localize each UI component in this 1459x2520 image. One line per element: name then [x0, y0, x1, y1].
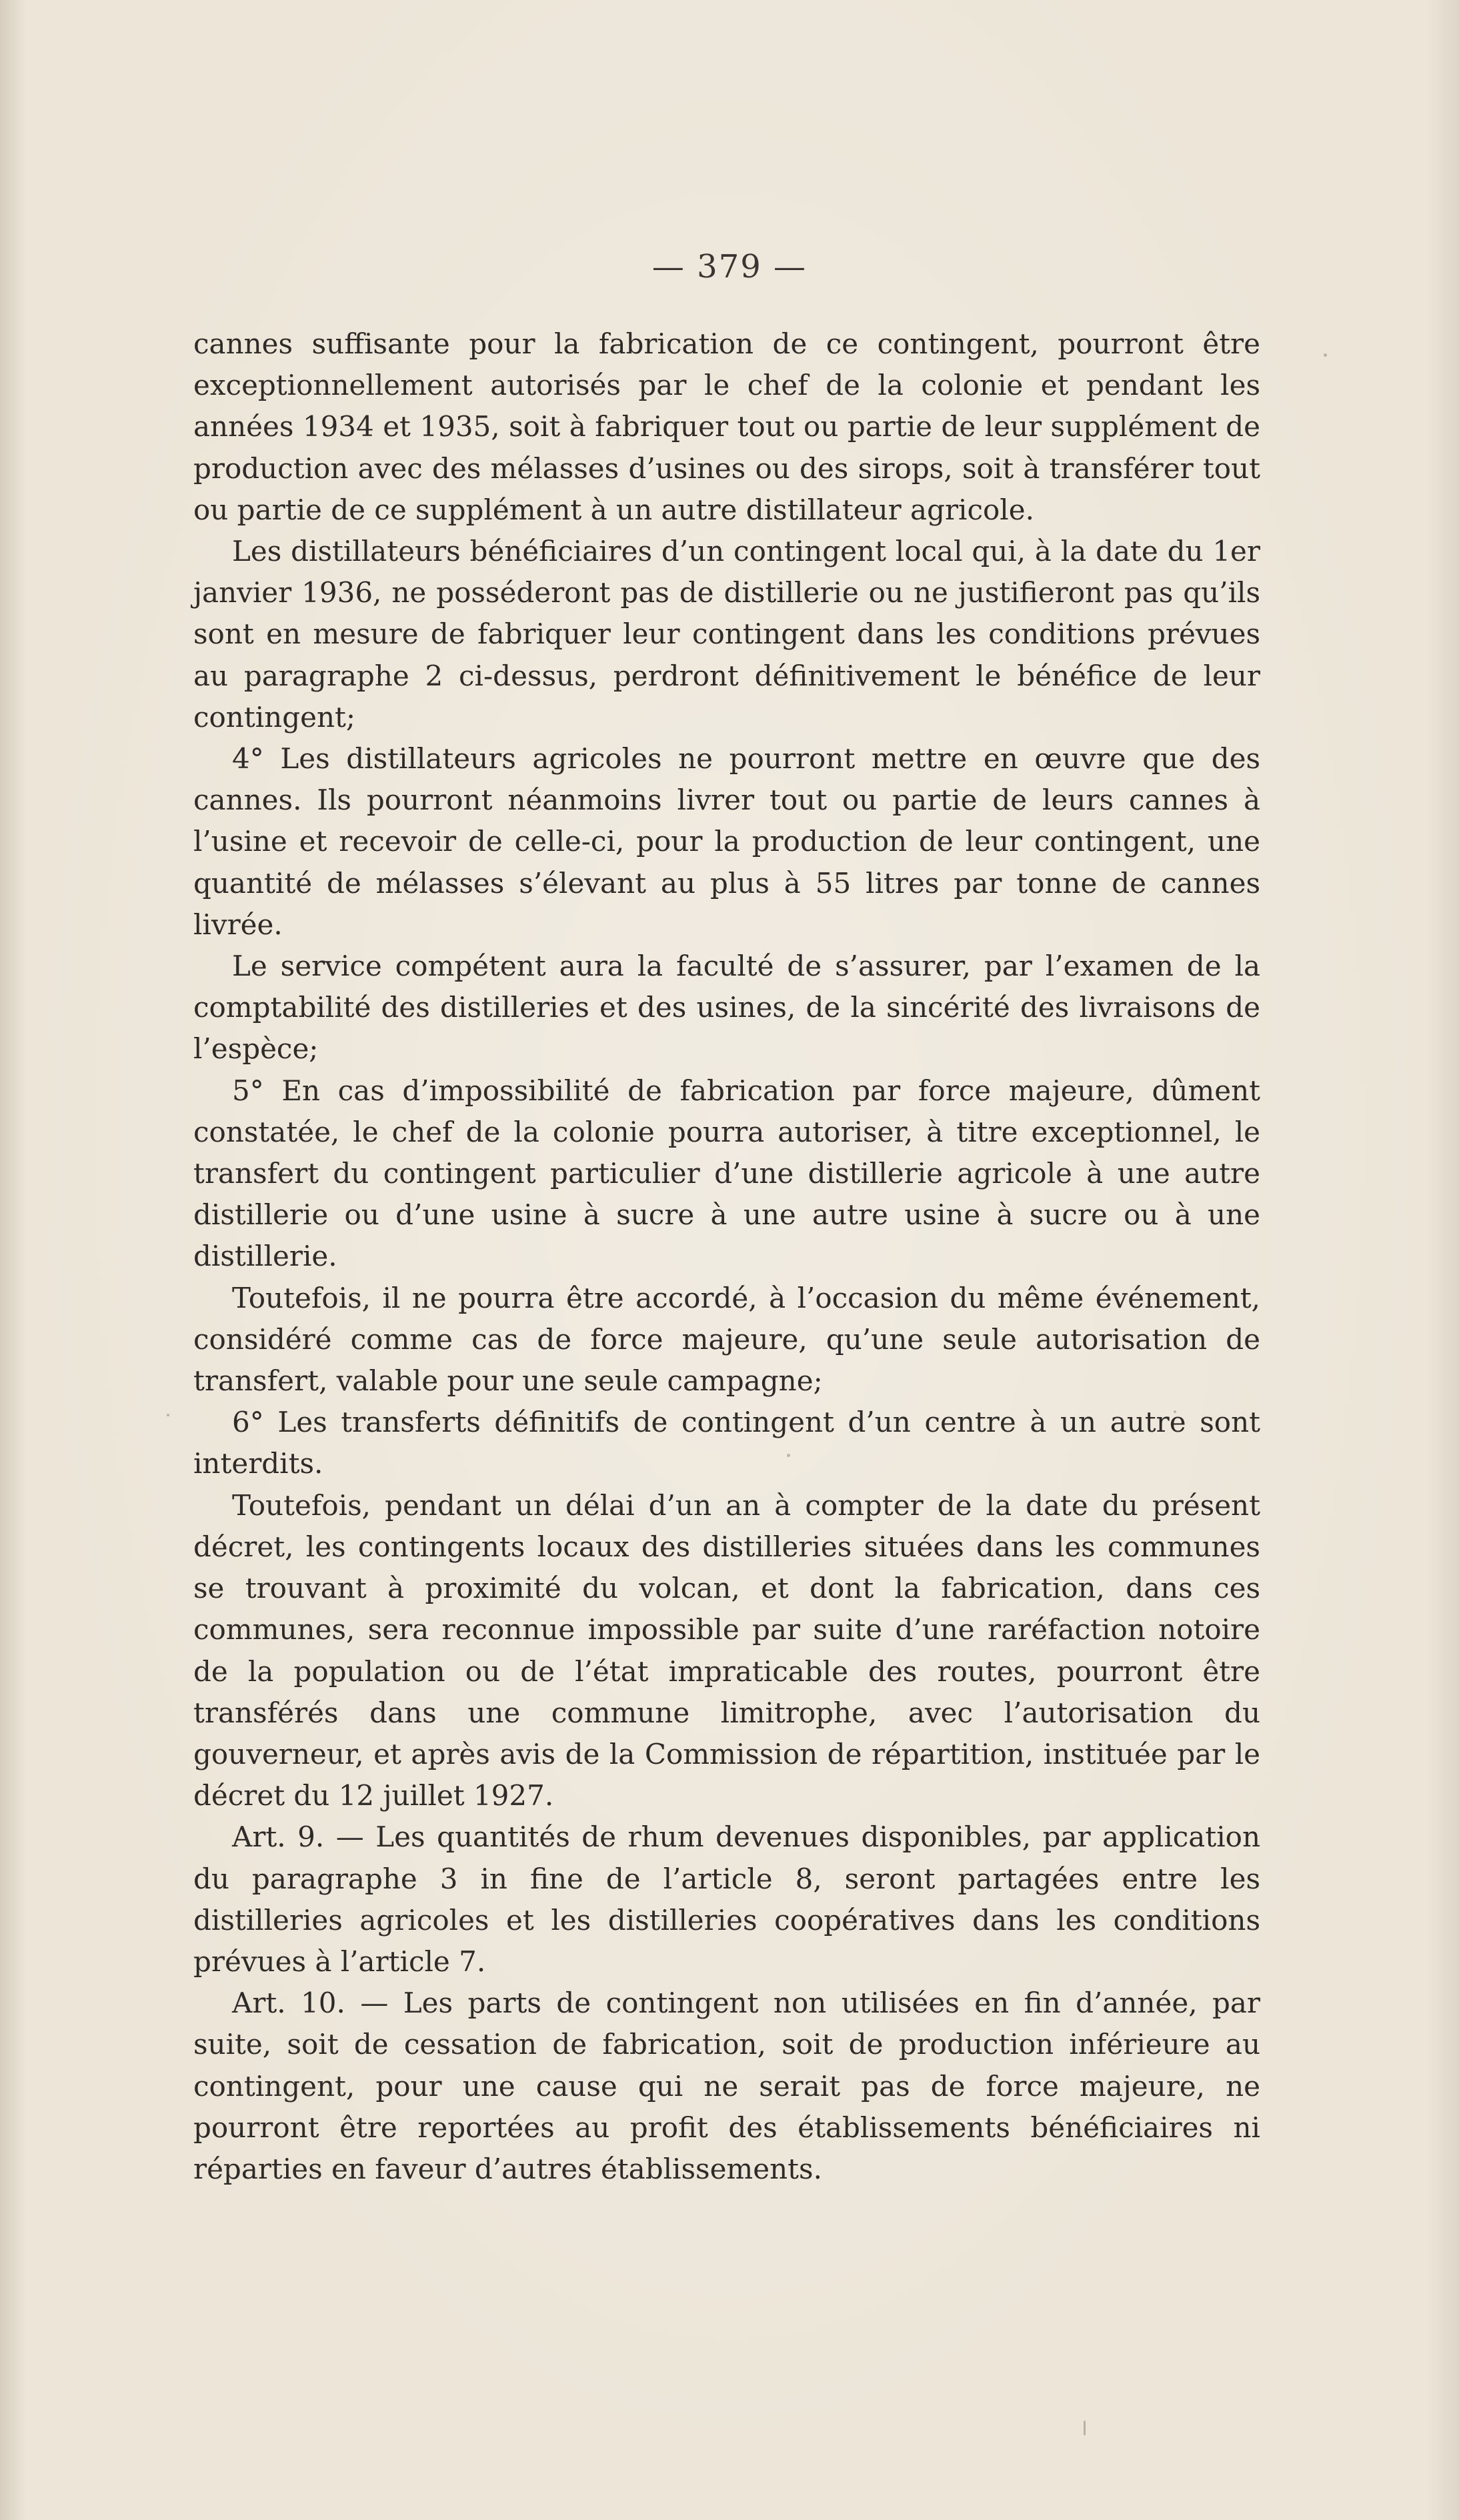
page-number: — 379 — [651, 248, 808, 285]
paragraph: 6° Les transferts définitifs de contingent d’un centre à un autre sont interdits. [193, 1406, 1260, 1480]
paragraph: 4° Les distillateurs agricoles ne pourront mettre en œuvre que des cannes. Ils pourront néanmoins livrer tout ou partie de leurs cannes à l’usine et recevoir de celle-ci, pour la production de leur contingent, une quantité de mélasses s’élevant au plus à 55 litres par tonne de cannes livrée. [193, 742, 1260, 941]
paper-speck [1174, 1410, 1176, 1413]
paper-speck [1084, 2421, 1086, 2435]
paragraph: Art. 10. — Les parts de contingent non utilisées en fin d’année, par suite, soit de cessation de fabrication, soit de production inférieure au contingent, pour une cause qui ne serait pas de force majeure, ne pourront être reportées au profit des établissements bénéficiaires ni réparties en faveur d’autres établissements. [193, 1987, 1260, 2185]
paragraph: Toutefois, il ne pourra être accordé, à l’occasion du même événement, considéré comme cas de force majeure, qu’une seule autorisation de transfert, valable pour une seule campagne; [193, 1281, 1260, 1398]
paper-speck [1324, 353, 1327, 357]
paper-speck [787, 1454, 790, 1457]
paragraph: 5° En cas d’impossibilité de fabrication par force majeure, dûment constatée, le chef de la colonie pourra autoriser, à titre exceptionnel, le transfert du contingent particulier d’une distillerie agricole à une autre distillerie ou d’une usine à sucre à une autre usine à sucre ou à une distillerie. [193, 1074, 1260, 1273]
paragraph: Art. 9. — Les quantités de rhum devenues disponibles, par application du paragraphe 3 in fine de l’article 8, seront partagées entre les distilleries agricoles et les distilleries coopératives dans les conditions prévues à l’article 7. [193, 1820, 1260, 1978]
paragraph: Le service compétent aura la faculté de s’assurer, par l’examen de la comptabilité des distilleries et des usines, de la sincérité des livraisons de l’espèce; [193, 950, 1260, 1066]
paragraph: Les distillateurs bénéficiaires d’un contingent local qui, à la date du 1er janvier 1936, ne posséderont pas de distillerie ou ne justifieront pas qu’ils sont en mesure de fabriquer leur contingent dans les conditions prévues au paragraphe 2 ci-dessus, perdront définitivement le bénéfice de leur contingent; [193, 535, 1260, 734]
paragraph: cannes suffisante pour la fabrication de ce contingent, pourront être exceptionnellement autorisés par le chef de la colonie et pendant les années 1934 et 1935, soit à fabriquer tout ou partie de leur supplément de production avec des mélasses d’usines ou des sirops, soit à transférer tout ou partie de ce supplément à un autre distillateur agricole. [193, 327, 1260, 526]
paper-speck [167, 1414, 169, 1416]
body-text [193, 323, 1260, 2190]
paragraph: Toutefois, pendant un délai d’un an à compter de la date du présent décret, les contingents locaux des distilleries situées dans les communes se trouvant à proximité du volcan, et dont la fabrication, dans ces communes, sera reconnue impossible par suite d’une raréfaction notoire de la population ou de l’état impraticable des routes, pourront être transférés dans une commune limitrophe, avec l’autorisation du gouverneur, et après avis de la Commission de répartition, instituée par le décret du 12 juillet 1927. [193, 1488, 1260, 1812]
